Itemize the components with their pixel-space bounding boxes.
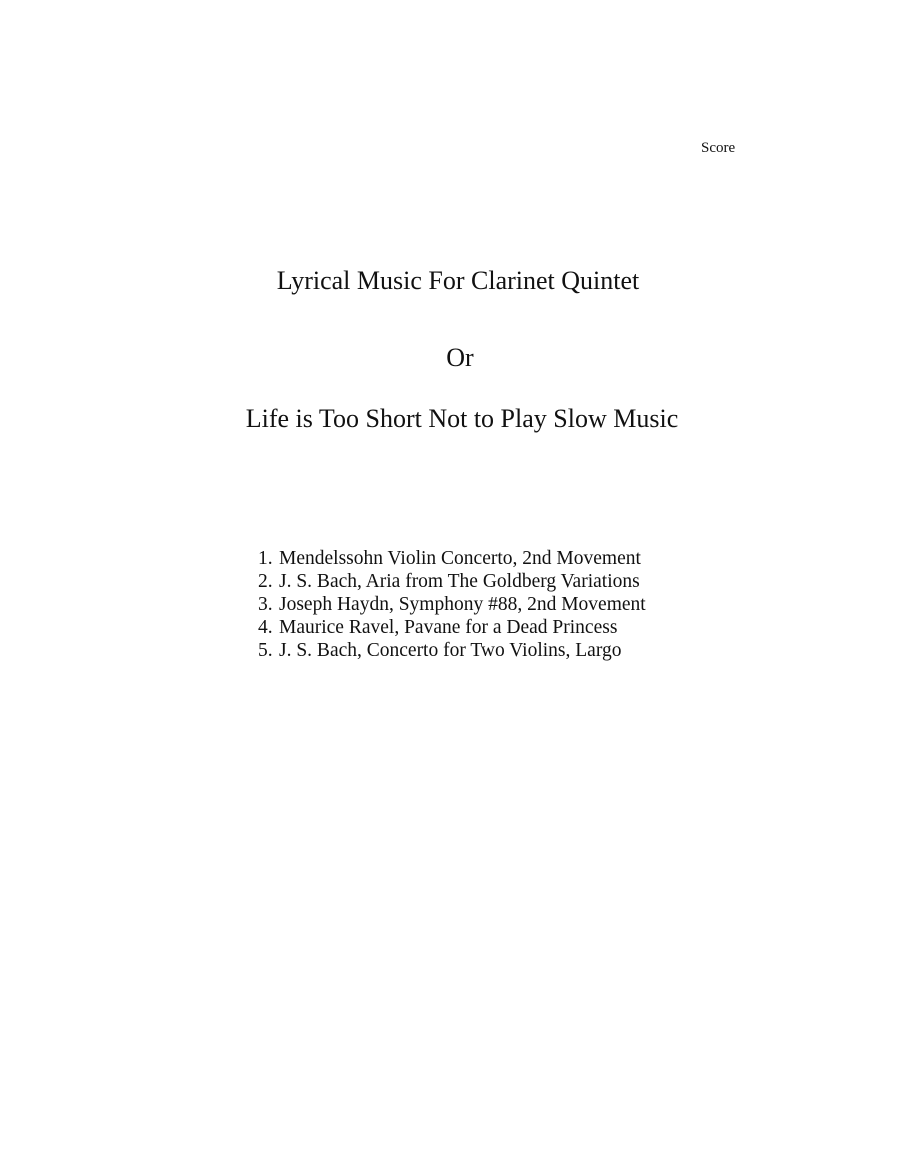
list-item [258, 616, 646, 639]
list-item [258, 593, 646, 616]
page-subtitle: Life is Too Short Not to Play Slow Music [245, 404, 679, 433]
list-item-number: 2. [258, 571, 273, 592]
contents-list [258, 547, 646, 662]
list-item-number: 4. [258, 617, 273, 638]
page-title: Lyrical Music For Clarinet Quintet [276, 266, 640, 295]
list-item-text: Joseph Haydn, Symphony #88, 2nd Movement [279, 594, 646, 615]
list-item-text: Maurice Ravel, Pavane for a Dead Princess [279, 617, 618, 638]
list-item-text: Mendelssohn Violin Concerto, 2nd Movement [279, 548, 641, 569]
title-connector: Or [446, 343, 474, 372]
score-label: Score [701, 140, 736, 156]
list-item-number: 3. [258, 594, 273, 615]
list-item [258, 639, 646, 662]
list-item-number: 5. [258, 640, 273, 661]
list-item [258, 570, 646, 593]
list-item-text: J. S. Bach, Aria from The Goldberg Variations [279, 571, 640, 592]
list-item-text: J. S. Bach, Concerto for Two Violins, Largo [279, 640, 622, 661]
list-item [258, 547, 646, 570]
list-item-number: 1. [258, 548, 273, 569]
